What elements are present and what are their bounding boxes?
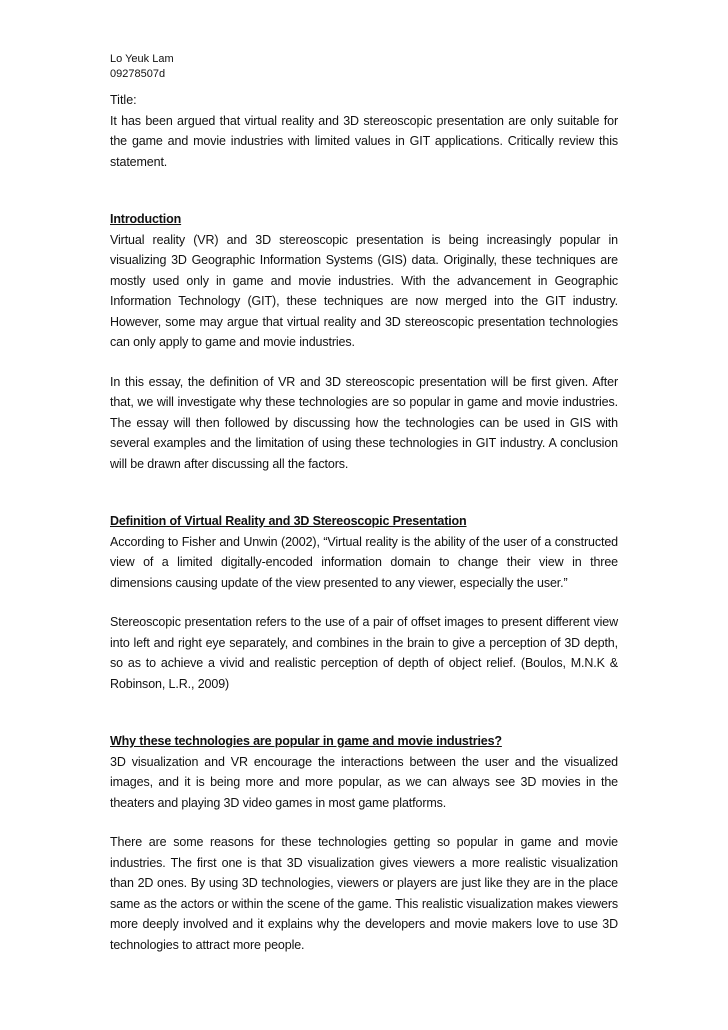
definition-heading: Definition of Virtual Reality and 3D Stereoscopic Presentation [110,514,467,528]
popularity-paragraph-2: There are some reasons for these technologies getting so popular in game and movie industries. The first one is that 3D visualization gives viewers a more realistic visualization than 2D ones. By using 3D technologies, viewers or players are just like they are in the place same as the actors or within the scene of the game. This realistic visualization makes viewers more deeply involved and it explains why the developers and movie makers love to use 3D technologies to attract more people. [110,835,618,952]
introduction-paragraph-1: Virtual reality (VR) and 3D stereoscopic presentation is being increasingly popular in visualizing 3D Geographic Information Systems (GIS) data. Originally, these techniques are mostly used only in game and movie industries. With the advancement in Geographic Information Technology (GIT), these techniques are now merged into the GIT industry. However, some may argue that virtual reality and 3D stereoscopic presentation technologies can only apply to game and movie industries. [110,232,618,349]
popularity-paragraph-1: 3D visualization and VR encourage the interactions between the user and the visualized images, and it is being more and more popular, as we can always see 3D movies in the theaters and playing 3D video games in most game platforms. [110,754,618,810]
definition-paragraph-1: According to Fisher and Unwin (2002), “Virtual reality is the ability of the user of a constructed view of a limited digitally-encoded information domain to change their view in three dimensions causing update of the view presented to any viewer, especially the user.” [110,534,618,590]
title-label: Title: [110,93,137,107]
popularity-heading: Why these technologies are popular in game and movie industries? [110,734,502,748]
student-id: 09278507d [110,68,166,80]
title-text: It has been argued that virtual reality and 3D stereoscopic presentation are only suitable for the game and movie industries with limited values in GIT applications. Critically review this statement. [110,113,618,169]
essay-content [110,52,618,955]
definition-paragraph-2: Stereoscopic presentation refers to the use of a pair of offset images to present different view into left and right eye separately, and combines in the brain to give a perception of 3D depth, so as to achieve a vivid and realistic perception of depth of object relief. (Boulos, M.N.K & Robinson, L.R., 2009) [110,615,618,691]
introduction-heading: Introduction [110,212,182,226]
author-name: Lo Yeuk Lam [110,53,174,65]
introduction-paragraph-2: In this essay, the definition of VR and 3D stereoscopic presentation will be first given. After that, we will investigate why these technologies are so popular in game and movie industries. The essay will then followed by discussing how the technologies can be used in GIS with several examples and the limitation of using these technologies in GIT industry. A conclusion will be drawn after discussing all the factors. [110,374,618,471]
